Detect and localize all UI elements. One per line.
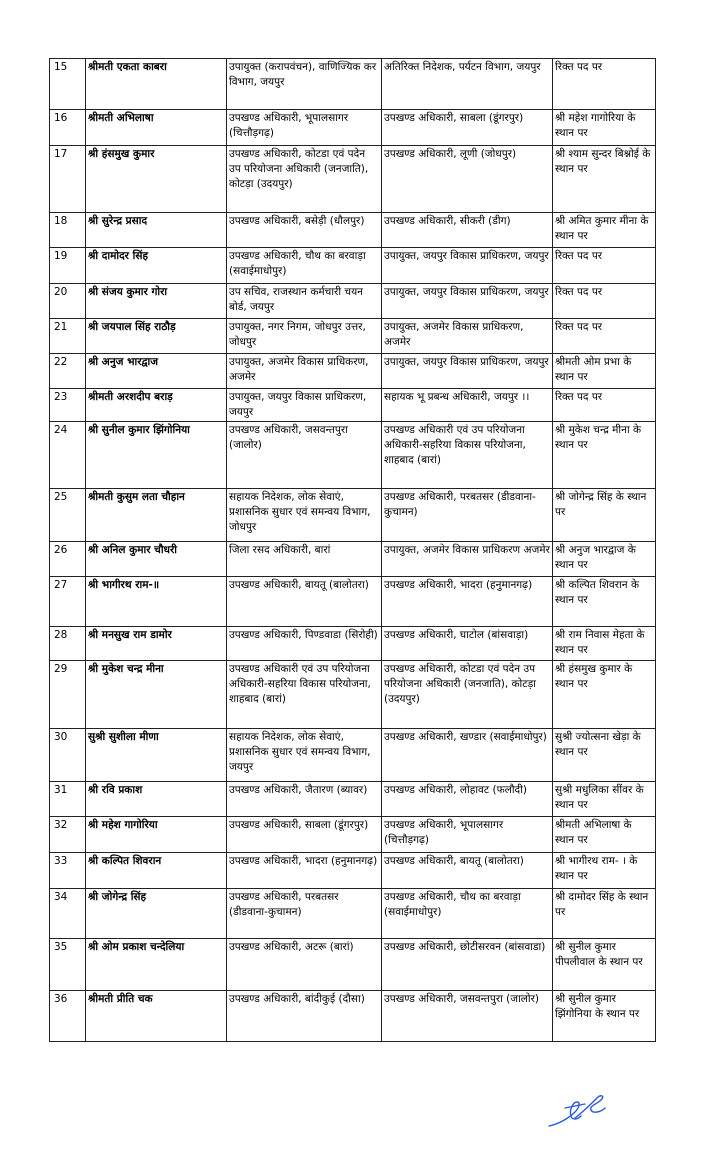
remark-cell: सुश्री मधुलिका सींवर के स्थान पर	[553, 782, 656, 817]
new-posting-cell: उपखण्ड अधिकारी, भूपालसागर (चित्तौड़गढ़)	[382, 817, 553, 853]
table-row	[50, 389, 656, 422]
new-posting-cell: उपखण्ड अधिकारी, भादरा (हनुमानगढ़)	[382, 577, 553, 627]
current-posting-cell: उपायुक्त (करापवंचन), वाणिज्यिक कर विभाग, जयपुर	[227, 59, 382, 110]
officer-name-cell: श्रीमती एकता काबरा	[86, 59, 227, 110]
new-posting-cell: उपखण्ड अधिकारी, खण्डार (सवाईमाधोपुर)	[382, 729, 553, 782]
officer-name-cell: श्री सुनील कुमार झिंगोनिया	[86, 422, 227, 489]
table-row	[50, 284, 656, 319]
new-posting-cell: उपखण्ड अधिकारी, चौथ का बरवाड़ा (सवाईमाधोपुर)	[382, 889, 553, 939]
table-row	[50, 354, 656, 389]
officer-name-cell: श्री दामोदर सिंह	[86, 248, 227, 284]
serial-number-cell: 32	[50, 817, 86, 853]
current-posting-cell: उपखण्ड अधिकारी एवं उप परियोजना अधिकारी-सहरिया विकास परियोजना, शाहबाद (बारां)	[227, 661, 382, 729]
current-posting-cell: उपखण्ड अधिकारी, साबला (डूंगरपुर)	[227, 817, 382, 853]
current-posting-cell: उप सचिव, राजस्थान कर्मचारी चयन बोर्ड, जयपुर	[227, 284, 382, 319]
table-row	[50, 59, 656, 110]
officer-name-cell: श्री रवि प्रकाश	[86, 782, 227, 817]
table-row	[50, 213, 656, 248]
current-posting-cell: सहायक निदेशक, लोक सेवाएं, प्रशासनिक सुधार एवं समन्वय विभाग, जयपुर	[227, 729, 382, 782]
new-posting-cell: उपखण्ड अधिकारी, लोहावट (फलौदी)	[382, 782, 553, 817]
serial-number-cell: 30	[50, 729, 86, 782]
table-row	[50, 991, 656, 1042]
current-posting-cell: उपखण्ड अधिकारी, भादरा (हनुमानगढ़)	[227, 853, 382, 889]
remark-cell: श्री सुनील कुमार पीपलीवाल के स्थान पर	[553, 939, 656, 991]
officer-name-cell: श्रीमती अभिलाषा	[86, 110, 227, 146]
remark-cell: श्री हंसमुख कुमार के स्थान पर	[553, 661, 656, 729]
table-row	[50, 853, 656, 889]
transfer-order-table	[49, 58, 656, 1042]
serial-number-cell: 22	[50, 354, 86, 389]
current-posting-cell: उपखण्ड अधिकारी, चौथ का बरवाड़ा (सवाईमाधोपुर)	[227, 248, 382, 284]
officer-name-cell: श्री कल्पित शिवरान	[86, 853, 227, 889]
serial-number-cell: 26	[50, 542, 86, 577]
serial-number-cell: 20	[50, 284, 86, 319]
table-row	[50, 661, 656, 729]
new-posting-cell: उपायुक्त, जयपुर विकास प्राधिकरण, जयपुर	[382, 248, 553, 284]
new-posting-cell: सहायक भू प्रबन्ध अधिकारी, जयपुर ।।	[382, 389, 553, 422]
remark-cell: श्री अनुज भारद्वाज के स्थान पर	[553, 542, 656, 577]
officer-name-cell: श्री हंसमुख कुमार	[86, 146, 227, 213]
remark-cell: श्री महेश गागोरिया के स्थान पर	[553, 110, 656, 146]
current-posting-cell: उपायुक्त, अजमेर विकास प्राधिकरण, अजमेर	[227, 354, 382, 389]
table-row	[50, 729, 656, 782]
new-posting-cell: अतिरिक्त निदेशक, पर्यटन विभाग, जयपुर	[382, 59, 553, 110]
serial-number-cell: 23	[50, 389, 86, 422]
table-row	[50, 889, 656, 939]
table-row	[50, 577, 656, 627]
serial-number-cell: 31	[50, 782, 86, 817]
officer-name-cell: श्री संजय कुमार गोरा	[86, 284, 227, 319]
current-posting-cell: उपखण्ड अधिकारी, पिण्डवाडा (सिरोही)	[227, 627, 382, 661]
officer-name-cell: सुश्री सुशीला मीणा	[86, 729, 227, 782]
serial-number-cell: 29	[50, 661, 86, 729]
officer-name-cell: श्री अनिल कुमार चौधरी	[86, 542, 227, 577]
officer-name-cell: श्री सुरेन्द्र प्रसाद	[86, 213, 227, 248]
officer-name-cell: श्री भागीरथ राम-॥	[86, 577, 227, 627]
new-posting-cell: उपायुक्त, जयपुर विकास प्राधिकरण, जयपुर	[382, 284, 553, 319]
officer-name-cell: श्री ओम प्रकाश चन्देलिया	[86, 939, 227, 991]
current-posting-cell: उपखण्ड अधिकारी, बांदीकुई (दौसा)	[227, 991, 382, 1042]
new-posting-cell: उपखण्ड अधिकारी, सीकरी (डीग)	[382, 213, 553, 248]
table-row	[50, 782, 656, 817]
serial-number-cell: 18	[50, 213, 86, 248]
officer-name-cell: श्रीमती प्रीति चक	[86, 991, 227, 1042]
table-row	[50, 817, 656, 853]
serial-number-cell: 19	[50, 248, 86, 284]
table-row	[50, 319, 656, 354]
table-row	[50, 939, 656, 991]
officer-name-cell: श्रीमती अरशदीप बराड़	[86, 389, 227, 422]
serial-number-cell: 15	[50, 59, 86, 110]
current-posting-cell: उपायुक्त, नगर निगम, जोधपुर उत्तर, जोधपुर	[227, 319, 382, 354]
remark-cell: श्री दामोदर सिंह के स्थान पर	[553, 889, 656, 939]
serial-number-cell: 28	[50, 627, 86, 661]
current-posting-cell: उपखण्ड अधिकारी, भूपालसागर (चित्तौड़गढ़)	[227, 110, 382, 146]
remark-cell: सुश्री ज्योत्सना खेड़ा के स्थान पर	[553, 729, 656, 782]
current-posting-cell: उपखण्ड अधिकारी, जैतारण (ब्यावर)	[227, 782, 382, 817]
serial-number-cell: 24	[50, 422, 86, 489]
new-posting-cell: उपखण्ड अधिकारी, बायतू (बालोतरा)	[382, 853, 553, 889]
remark-cell: श्रीमती अभिलाषा के स्थान पर	[553, 817, 656, 853]
remark-cell: रिक्त पद पर	[553, 389, 656, 422]
officer-name-cell: श्री अनुज भारद्वाज	[86, 354, 227, 389]
new-posting-cell: उपखण्ड अधिकारी, कोटडा एवं पदेन उप परियोजना अधिकारी (जनजाति), कोटड़ा (उदयपुर)	[382, 661, 553, 729]
officer-name-cell: श्री मनसुख राम डामोर	[86, 627, 227, 661]
serial-number-cell: 25	[50, 489, 86, 542]
table-row	[50, 422, 656, 489]
serial-number-cell: 17	[50, 146, 86, 213]
serial-number-cell: 21	[50, 319, 86, 354]
new-posting-cell: उपखण्ड अधिकारी, घाटोल (बांसवाड़ा)	[382, 627, 553, 661]
serial-number-cell: 34	[50, 889, 86, 939]
current-posting-cell: उपखण्ड अधिकारी, कोटडा एवं पदेन उप परियोजना अधिकारी (जनजाति), कोटड़ा (उदयपुर)	[227, 146, 382, 213]
serial-number-cell: 35	[50, 939, 86, 991]
remark-cell: रिक्त पद पर	[553, 59, 656, 110]
current-posting-cell: जिला रसद अधिकारी, बारां	[227, 542, 382, 577]
remark-cell: श्रीमती ओम प्रभा के स्थान पर	[553, 354, 656, 389]
current-posting-cell: उपायुक्त, जयपुर विकास प्राधिकरण, जयपुर	[227, 389, 382, 422]
remark-cell: श्री राम निवास मेहता के स्थान पर	[553, 627, 656, 661]
new-posting-cell: उपायुक्त, अजमेर विकास प्राधिकरण अजमेर	[382, 542, 553, 577]
serial-number-cell: 33	[50, 853, 86, 889]
table-row	[50, 627, 656, 661]
new-posting-cell: उपायुक्त, अजमेर विकास प्राधिकरण, अजमेर	[382, 319, 553, 354]
remark-cell: श्री जोगेन्द्र सिंह के स्थान पर	[553, 489, 656, 542]
remark-cell: श्री भागीरथ राम- । के स्थान पर	[553, 853, 656, 889]
new-posting-cell: उपखण्ड अधिकारी, लूणी (जोधपुर)	[382, 146, 553, 213]
remark-cell: श्री कल्पित शिवरान के स्थान पर	[553, 577, 656, 627]
officer-name-cell: श्रीमती कुसुम लता चौहान	[86, 489, 227, 542]
serial-number-cell: 27	[50, 577, 86, 627]
serial-number-cell: 16	[50, 110, 86, 146]
current-posting-cell: उपखण्ड अधिकारी, बसेड़ी (धौलपुर)	[227, 213, 382, 248]
new-posting-cell: उपखण्ड अधिकारी, साबला (डूंगरपुर)	[382, 110, 553, 146]
remark-cell: श्री अमित कुमार मीना के स्थान पर	[553, 213, 656, 248]
table-row	[50, 489, 656, 542]
remark-cell: श्री श्याम सुन्दर बिश्नोई के स्थान पर	[553, 146, 656, 213]
table-body	[50, 59, 656, 1042]
serial-number-cell: 36	[50, 991, 86, 1042]
officer-name-cell: श्री महेश गागोरिया	[86, 817, 227, 853]
remark-cell: श्री मुकेश चन्द्र मीना के स्थान पर	[553, 422, 656, 489]
current-posting-cell: सहायक निदेशक, लोक सेवाएं, प्रशासनिक सुधार एवं समन्वय विभाग, जोधपुर	[227, 489, 382, 542]
table-row	[50, 146, 656, 213]
table-row	[50, 248, 656, 284]
officer-name-cell: श्री मुकेश चन्द्र मीना	[86, 661, 227, 729]
officer-name-cell: श्री जोगेन्द्र सिंह	[86, 889, 227, 939]
new-posting-cell: उपखण्ड अधिकारी, जसवन्तपुरा (जालोर)	[382, 991, 553, 1042]
current-posting-cell: उपखण्ड अधिकारी, जसवन्तपुरा (जालोर)	[227, 422, 382, 489]
remark-cell: रिक्त पद पर	[553, 248, 656, 284]
remark-cell: रिक्त पद पर	[553, 284, 656, 319]
officer-name-cell: श्री जयपाल सिंह राठौड़	[86, 319, 227, 354]
current-posting-cell: उपखण्ड अधिकारी, बायतू (बालोतरा)	[227, 577, 382, 627]
remark-cell: श्री सुनील कुमार झिंगोनिया के स्थान पर	[553, 991, 656, 1042]
table-row	[50, 542, 656, 577]
signature-icon	[545, 1088, 611, 1132]
new-posting-cell: उपायुक्त, जयपुर विकास प्राधिकरण, जयपुर	[382, 354, 553, 389]
new-posting-cell: उपखण्ड अधिकारी एवं उप परियोजना अधिकारी-सहरिया विकास परियोजना, शाहबाद (बारां)	[382, 422, 553, 489]
current-posting-cell: उपखण्ड अधिकारी, अटरू (बारां)	[227, 939, 382, 991]
new-posting-cell: उपखण्ड अधिकारी, छोटीसरवन (बांसवाडा)	[382, 939, 553, 991]
current-posting-cell: उपखण्ड अधिकारी, परबतसर (डीडवाना-कुचामन)	[227, 889, 382, 939]
remark-cell: रिक्त पद पर	[553, 319, 656, 354]
table-row	[50, 110, 656, 146]
new-posting-cell: उपखण्ड अधिकारी, परबतसर (डीडवाना-कुचामन)	[382, 489, 553, 542]
